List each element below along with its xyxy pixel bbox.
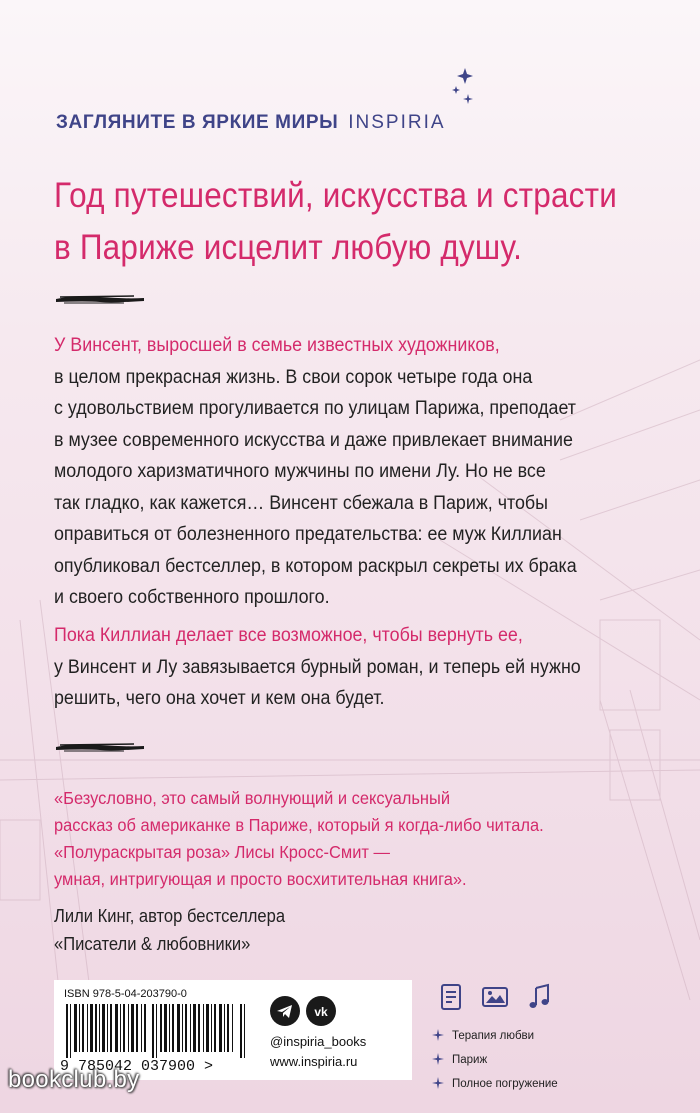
quote-line: «Полураскрытая роза» Лисы Кросс-Смит — xyxy=(54,842,390,862)
paragraph-line: в целом прекрасная жизнь. В свои сорок четыре года она xyxy=(54,366,533,388)
description-paragraph-2 xyxy=(54,620,674,715)
description-paragraph-1 xyxy=(54,330,674,614)
review-quote xyxy=(54,785,674,893)
star-icon xyxy=(432,1077,444,1089)
paragraph-line: и своего собственного прошлого. xyxy=(54,587,330,608)
feature-tag-label: Париж xyxy=(452,1054,488,1066)
site-watermark: bookclub.by xyxy=(8,1066,140,1093)
paragraph-line: У Винсент, выросшей в семье известных художников, xyxy=(54,335,500,356)
isbn-label: ISBN 978-5-04-203790-0 xyxy=(64,988,187,1000)
brush-divider xyxy=(54,292,146,306)
vk-icon[interactable] xyxy=(306,996,336,1026)
barcode-icon xyxy=(64,1004,254,1058)
attribution-line: «Писатели & любовники» xyxy=(54,934,251,954)
feature-icons xyxy=(436,982,576,1016)
paragraph-line: оправиться от болезненного предательства: ее муж Киллиан xyxy=(54,524,562,545)
paragraph-line: в музее современного искусства и даже привлекает внимание xyxy=(54,429,573,451)
paragraph-line: Пока Киллиан делает все возможное, чтобы вернуть ее, xyxy=(54,625,523,646)
feature-tag xyxy=(432,1024,632,1048)
brush-divider xyxy=(54,740,146,754)
feature-tags xyxy=(432,1024,632,1096)
paragraph-line: так гладко, как кажется… Винсент сбежала в Париж, чтобы xyxy=(54,492,548,514)
star-icon xyxy=(432,1029,444,1041)
star-icon xyxy=(432,1053,444,1065)
quote-attribution xyxy=(54,902,661,958)
svg-text:vk: vk xyxy=(314,1005,328,1019)
paragraph-line: у Винсент и Лу завязывается бурный роман, и теперь ей нужно xyxy=(54,656,581,678)
headline-line-1: Год путешествий, искусства и страсти xyxy=(54,176,617,215)
headline-line-2: в Париже исцелит любую душу. xyxy=(54,228,523,267)
quote-line: умная, интригующая и просто восхитительная книга». xyxy=(54,869,467,889)
headline xyxy=(54,170,648,274)
brand-tagline-text: ЗАГЛЯНИТЕ В ЯРКИЕ МИРЫ xyxy=(56,112,339,133)
quote-line: рассказ об американке в Париже, который я когда-либо читала. xyxy=(54,815,544,835)
social-handle[interactable]: @inspiria_books xyxy=(270,1034,367,1049)
book-icon xyxy=(436,982,466,1012)
paragraph-line: опубликовал бестселлер, в котором раскрыл секреты их брака xyxy=(54,555,577,577)
sparkle-icon xyxy=(448,66,482,104)
feature-tag xyxy=(432,1072,632,1096)
music-icon xyxy=(524,982,554,1012)
website-link[interactable]: www.inspiria.ru xyxy=(270,1054,358,1069)
quote-line: «Безусловно, это самый волнующий и сексуальный xyxy=(54,788,451,808)
feature-tag-label: Полное погружение xyxy=(452,1078,558,1090)
brand-tagline xyxy=(56,112,656,134)
paragraph-line: с удовольствием прогуливается по улицам Парижа, преподает xyxy=(54,398,576,419)
telegram-icon[interactable] xyxy=(270,996,300,1026)
barcode-digits: 9 785042 037900 > xyxy=(60,1058,214,1075)
feature-tag xyxy=(432,1048,632,1072)
brand-name: INSPIRIA xyxy=(348,112,446,133)
attribution-line: Лили Кинг, автор бестселлера xyxy=(54,906,286,926)
social-block xyxy=(262,980,412,1080)
paragraph-line: решить, чего она хочет и кем она будет. xyxy=(54,688,385,709)
paragraph-line: молодого харизматичного мужчины по имени Лу. Но не все xyxy=(54,461,546,482)
feature-tag-label: Терапия любви xyxy=(452,1030,535,1042)
picture-icon xyxy=(480,982,510,1012)
